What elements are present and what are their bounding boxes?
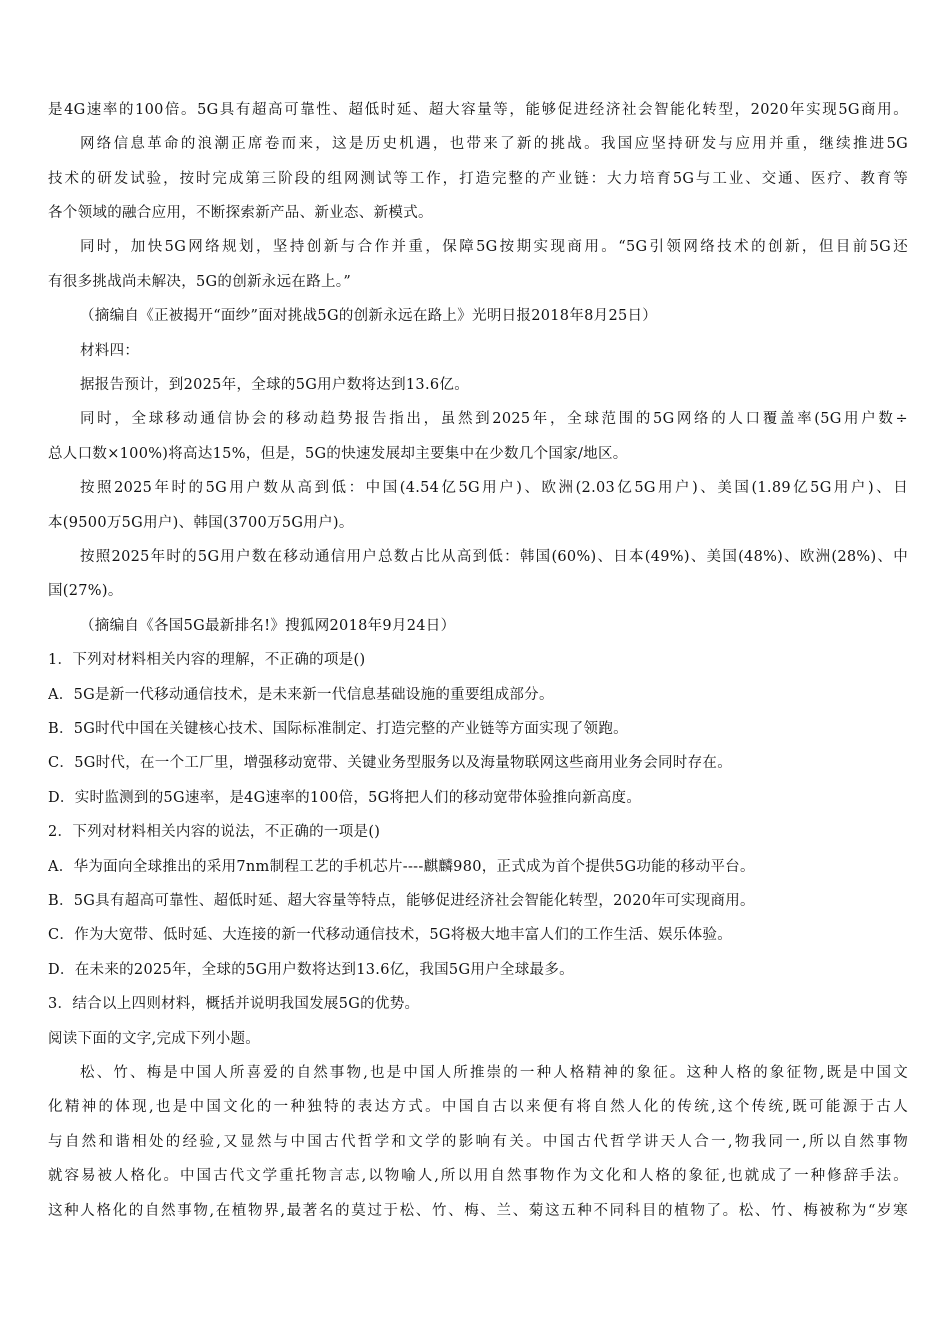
text-line: 有很多挑战尚未解决，5G的创新永远在路上。” xyxy=(48,274,352,290)
question-3: 3．结合以上四则材料，概括并说明我国发展5G的优势。 xyxy=(48,996,420,1012)
text-line: 化精神的体现,也是中国文化的一种独特的表达方式。中国自古以来便有将自然人化的传统,这个传统,既可能源于古人 xyxy=(48,1099,908,1115)
source-citation: （摘编自《各国5G最新排名!》搜狐网2018年9月24日） xyxy=(80,618,456,634)
question-1-option-a: A．5G是新一代移动通信技术，是未来新一代信息基础设施的重要组成部分。 xyxy=(48,687,554,703)
section-heading: 材料四： xyxy=(80,343,140,359)
text-line: 是4G速率的100倍。5G具有超高可靠性、超低时延、超大容量等，能够促进经济社会智能化转型，2020年实现5G商用。 xyxy=(48,102,908,118)
source-citation: （摘编自《正被揭开“面纱”面对挑战5G的创新永远在路上》光明日报2018年8月25日） xyxy=(80,308,658,324)
question-1-option-c: C．5G时代，在一个工厂里，增强移动宽带、关键业务型服务以及海量物联网这些商用业务会同时存在。 xyxy=(48,755,732,771)
text-line: 各个领域的融合应用，不断探索新产品、新业态、新模式。 xyxy=(48,205,433,221)
question-2-option-d: D．在未来的2025年，全球的5G用户数将达到13.6亿，我国5G用户全球最多。 xyxy=(48,962,574,978)
text-line: 总人口数×100%)将高达15%，但是，5G的快速发展却主要集中在少数几个国家/地区。 xyxy=(48,446,628,462)
text-line: 与自然和谐相处的经验,又显然与中国古代哲学和文学的影响有关。中国古代哲学讲天人合一,物我同一,所以自然事物 xyxy=(48,1134,908,1150)
text-line: 按照2025年时的5G用户数从高到低：中国(4.54亿5G用户)、欧洲(2.03亿5G用户)、美国(1.89亿5G用户)、日 xyxy=(80,480,908,496)
text-line: 技术的研发试验，按时完成第三阶段的组网测试等工作，打造完整的产业链：大力培育5G与工业、交通、医疗、教育等 xyxy=(48,171,908,187)
text-line: 同时，全球移动通信协会的移动趋势报告指出，虽然到2025年，全球范围的5G网络的人口覆盖率(5G用户数÷ xyxy=(80,411,908,427)
text-line: 松、竹、梅是中国人所喜爱的自然事物,也是中国人所推崇的一种人格精神的象征。这种人格的象征物,既是中国文 xyxy=(80,1065,908,1081)
text-line: 国(27%)。 xyxy=(48,583,123,599)
question-1-option-b: B．5G时代中国在关键核心技术、国际标准制定、打造完整的产业链等方面实现了领跑。 xyxy=(48,721,628,737)
text-line: 按照2025年时的5G用户数在移动通信用户总数占比从高到低：韩国(60%)、日本(49%)、美国(48%)、欧洲(28%)、中 xyxy=(80,549,908,565)
question-1: 1．下列对材料相关内容的理解，不正确的项是() xyxy=(48,652,366,668)
text-line: 这种人格化的自然事物,在植物界,最著名的莫过于松、竹、梅、兰、菊这五种不同科目的植物了。松、竹、梅被称为“岁寒 xyxy=(48,1203,908,1219)
question-1-option-d: D．实时监测到的5G速率，是4G速率的100倍，5G将把人们的移动宽带体验推向新高度。 xyxy=(48,790,642,806)
question-2-option-a: A．华为面向全球推出的采用7nm制程工艺的手机芯片----麒麟980，正式成为首个提供5G功能的移动平台。 xyxy=(48,859,755,875)
reading-instruction: 阅读下面的文字,完成下列小题。 xyxy=(48,1031,261,1047)
text-line: 据报告预计，到2025年，全球的5G用户数将达到13.6亿。 xyxy=(80,377,469,393)
text-line: 就容易被人格化。中国古代文学重托物言志,以物喻人,所以用自然事物作为文化和人格的象征,也就成了一种修辞手法。 xyxy=(48,1168,908,1184)
question-2-option-b: B．5G具有超高可靠性、超低时延、超大容量等特点，能够促进经济社会智能化转型，2020年可实现商用。 xyxy=(48,893,755,909)
text-line: 网络信息革命的浪潮正席卷而来，这是历史机遇，也带来了新的挑战。我国应坚持研发与应用并重，继续推进5G xyxy=(80,136,908,152)
text-line: 同时，加快5G网络规划，坚持创新与合作并重，保障5G按期实现商用。“5G引领网络技术的创新，但目前5G还 xyxy=(80,239,908,255)
question-2: 2．下列对材料相关内容的说法，不正确的一项是() xyxy=(48,824,381,840)
question-2-option-c: C．作为大宽带、低时延、大连接的新一代移动通信技术，5G将极大地丰富人们的工作生活、娱乐体验。 xyxy=(48,927,732,943)
text-line: 本(9500万5G用户)、韩国(3700万5G用户)。 xyxy=(48,515,354,531)
